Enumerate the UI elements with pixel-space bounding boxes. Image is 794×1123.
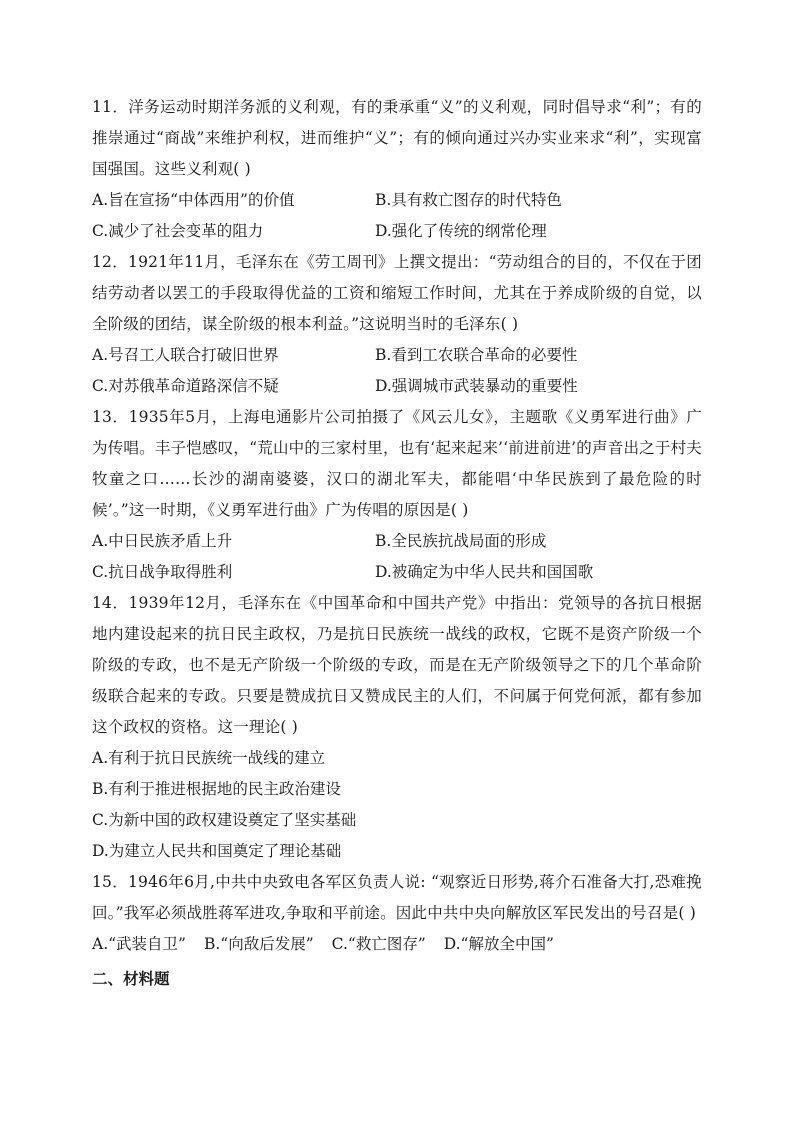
question-stem: 13．1935年5月，上海电通影片公司拍摄了《风云儿女》，主题歌《义勇军进行曲》广为传唱。丰子恺感叹，“荒山中的三家村里，也有‘起来起来’‘前进前进’的声音出之于村夫牧童之口……长沙的湖南婆婆，汉口的湖北军夫，都能唱‘中华民族到了最危险的时候’。”这一时期，《义勇军进行曲》广为传唱的原因是( ) [92,408,702,519]
option-a[interactable]: A.旨在宣扬“中体西用”的价值 [92,191,295,209]
option-b[interactable]: B.全民族抗战局面的形成 [375,532,547,550]
option-a[interactable]: A.中日民族矛盾上升 [92,532,233,550]
option-d[interactable]: D.强调城市武装暴动的重要性 [375,377,578,395]
question-13 [92,402,702,588]
option-d[interactable]: D.被确定为中华人民共和国国歌 [375,563,594,581]
question-stem: 12．1921年11月，毛泽东在《劳工周刊》上撰文提出：“劳动组合的目的，不仅在于团结劳动者以罢工的手段取得优益的工资和缩短工作时间，尤其在于养成阶级的自觉，以全阶级的团结，谋全阶级的根本利益。”这说明当时的毛泽东( ) [92,253,702,333]
option-b[interactable]: B.“向敌后发展” [203,935,314,953]
option-c[interactable]: C.抗日战争取得胜利 [92,563,233,581]
options-group [92,526,702,588]
option-d[interactable]: D.为建立人民共和国奠定了理论基础 [92,842,342,860]
section-heading: 二、材料题 [92,970,170,988]
option-d[interactable]: D.强化了传统的纲常伦理 [375,222,547,240]
option-b[interactable]: B.有利于推进根据地的民主政治建设 [92,780,341,798]
option-b[interactable]: B.看到工农联合革命的必要性 [375,346,578,364]
question-15 [92,867,702,960]
options-group [92,743,702,867]
option-c[interactable]: C.“救亡图存” [331,935,426,953]
option-c[interactable]: C.对苏俄革命道路深信不疑 [92,377,279,395]
option-a[interactable]: A.号召工人联合打破旧世界 [92,346,279,364]
question-12 [92,247,702,402]
exam-page [92,92,702,995]
options-group [92,340,702,402]
option-c[interactable]: C.减少了社会变革的阻力 [92,222,264,240]
option-c[interactable]: C.为新中国的政权建设奠定了坚实基础 [92,811,357,829]
question-stem: 14．1939年12月，毛泽东在《中国革命和中国共产党》中指出：党领导的各抗日根据地内建设起来的抗日民主政权，乃是抗日民族统一战线的政权，它既不是资产阶级一个阶级的专政，也不是无产阶级一个阶级的专政，而是在无产阶级领导之下的几个革命阶级联合起来的专政。只要是赞成抗日又赞成民主的人们，不问属于何党何派，都有参加这个政权的资格。这一理论( ) [92,594,702,736]
options-group [92,929,702,960]
question-11 [92,92,702,247]
option-b[interactable]: B.具有救亡图存的时代特色 [375,191,562,209]
question-stem: 11．洋务运动时期洋务派的义利观，有的秉承重“义”的义利观，同时倡导求“利”；有的推崇通过“商战”来维护利权，进而维护“义”；有的倾向通过兴办实业来求“利”，实现富国强国。这些义利观( ) [92,98,702,178]
question-14 [92,588,702,867]
options-group [92,185,702,247]
option-a[interactable]: A.“武装自卫” [92,935,186,953]
question-stem: 15．1946年6月,中共中央致电各军区负责人说: “观察近日形势,蒋介石准备大打,恐难挽回。”我军必须战胜蒋军进攻,争取和平前途。因此中共中央向解放区军民发出的号召是( ) [92,873,702,922]
option-d[interactable]: D.“解放全中国” [443,935,554,953]
option-a[interactable]: A.有利于抗日民族统一战线的建立 [92,749,326,767]
